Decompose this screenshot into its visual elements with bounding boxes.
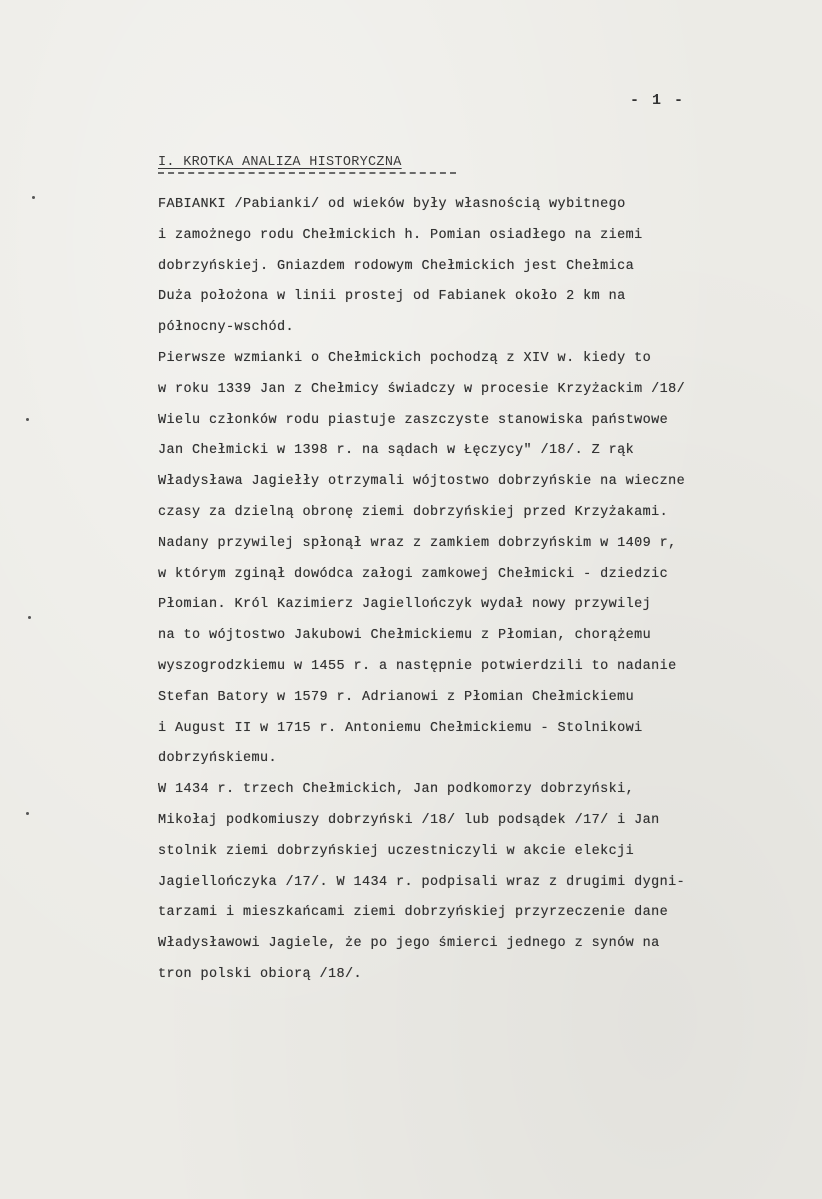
text-line: i August II w 1715 r. Antoniemu Chełmickiemu - Stolnikowi	[158, 720, 643, 736]
text-line: W 1434 r. trzech Chełmickich, Jan podkomorzy dobrzyński,	[158, 782, 635, 798]
text-line: Mikołaj podkomiuszy dobrzyński /18/ lub podsądek /17/ i Jan	[158, 812, 660, 828]
text-line: Pierwsze wzmianki o Chełmickich pochodzą z XIV w. kiedy to	[158, 350, 652, 366]
text-line: tarzami i mieszkańcami ziemi dobrzyńskiej przyrzeczenie dane	[158, 905, 669, 921]
text-line: północny-wschód.	[158, 320, 295, 336]
margin-dot	[26, 812, 29, 815]
text-line: Duża położona w linii prostej od Fabianek około 2 km na	[158, 289, 626, 305]
text-line: Nadany przywilej spłonął wraz z zamkiem dobrzyńskim w 1409 r,	[158, 535, 677, 551]
text-line: stolnik ziemi dobrzyńskiej uczestniczyli w akcie elekcji	[158, 843, 635, 859]
text-line: i zamożnego rodu Chełmickich h. Pomian osiadłego na ziemi	[158, 227, 643, 243]
text-line: Władysławowi Jagiele, że po jego śmierci jednego z synów na	[158, 936, 660, 952]
text-line: FABIANKI /Pabianki/ od wieków były własnością wybitnego	[158, 197, 626, 212]
text-line: Jagiellończyka /17/. W 1434 r. podpisali wraz z drugimi dygni-	[158, 874, 686, 890]
text-line: Władysława Jagiełły otrzymali wójtostwo dobrzyńskie na wieczne	[158, 474, 686, 490]
text-line: tron polski obiorą /18/.	[158, 966, 363, 982]
text-line: Jan Chełmicki w 1398 r. na sądach w Łęczycy" /18/. Z rąk	[158, 443, 635, 459]
text-line: Stefan Batory w 1579 r. Adrianowi z Płomian Chełmickiemu	[158, 689, 635, 705]
text-line: na to wójtostwo Jakubowi Chełmickiemu z Płomian, chorążemu	[158, 628, 652, 644]
text-line: dobrzyńskiej. Gniazdem rodowym Chełmickich jest Chełmica	[158, 258, 635, 274]
margin-dot	[28, 616, 31, 619]
body-paragraph	[158, 190, 808, 991]
margin-dot	[32, 196, 35, 199]
margin-dot	[26, 418, 29, 421]
heading-underline	[158, 172, 456, 174]
text-line: w którym zginął dowódca załogi zamkowej Chełmicki - dziedzic	[158, 566, 669, 582]
text-line: w roku 1339 Jan z Chełmicy świadczy w procesie Krzyżackim /18/	[158, 381, 686, 397]
text-line: dobrzyńskiemu.	[158, 751, 278, 767]
section-heading: I. KROTKA ANALIZA HISTORYCZNA	[158, 155, 402, 170]
text-line: Wielu członków rodu piastuje zaszczyste stanowiska państwowe	[158, 412, 669, 428]
text-line: Płomian. Król Kazimierz Jagiellończyk wydał nowy przywilej	[158, 597, 652, 613]
page-number: - 1 -	[630, 92, 686, 109]
text-line: wyszogrodzkiemu w 1455 r. a następnie potwierdzili to nadanie	[158, 658, 677, 674]
text-line: czasy za dzielną obronę ziemi dobrzyńskiej przed Krzyżakami.	[158, 504, 669, 520]
